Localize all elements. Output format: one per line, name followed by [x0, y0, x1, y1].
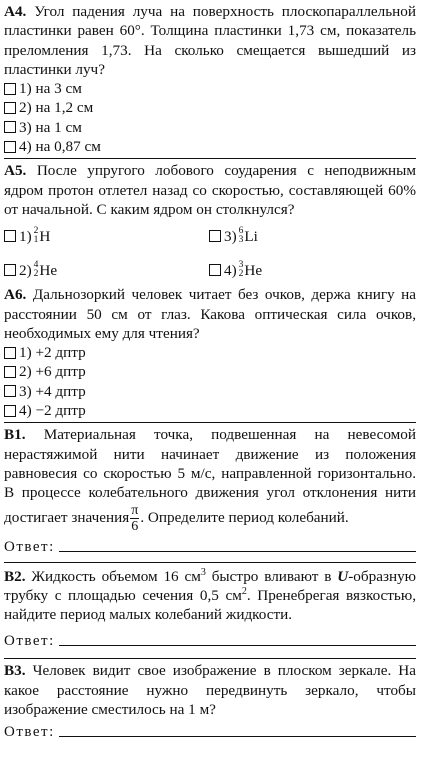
answer-input-line[interactable]: [59, 736, 416, 737]
italic-letter: U: [337, 567, 349, 585]
option-a4-3[interactable]: [4, 118, 416, 137]
question-text: Угол падения луча на поверхность плоскопараллельной пластинки равен 60°. Толщина пластинки 1,73 см, показатель преломления 1,73. На сколько смещается вышедший из пластинки луч?: [4, 3, 416, 78]
option-a5-3[interactable]: [209, 224, 414, 248]
question-text: Человек видит свое изображение в плоском зеркале. На какое расстояние нужно передвинуть зеркало, чтобы изображение сместилось на 1 м?: [4, 662, 417, 719]
nuclide: [237, 227, 258, 246]
option-number: 4): [224, 261, 237, 279]
checkbox[interactable]: [4, 347, 16, 359]
option-a4-2[interactable]: [4, 98, 416, 117]
element-symbol: He: [244, 261, 263, 279]
option-a5-2[interactable]: [4, 258, 209, 282]
checkbox[interactable]: [209, 230, 221, 242]
element-symbol: Li: [244, 227, 258, 245]
option-label: 2) на 1,2 см: [19, 99, 94, 117]
superscript: 3: [200, 566, 206, 578]
question-number: В2.: [4, 567, 26, 585]
option-number: 1): [19, 227, 32, 245]
atomic-number: 1: [33, 235, 39, 246]
checkbox[interactable]: [4, 102, 16, 114]
option-a6-2[interactable]: [4, 362, 416, 381]
divider: [4, 562, 416, 563]
checkbox[interactable]: [209, 264, 221, 276]
nuclide: [237, 261, 262, 280]
mass-number: 4: [33, 260, 39, 271]
question-number: А6.: [4, 286, 27, 304]
question-number: А4.: [4, 3, 27, 20]
checkbox[interactable]: [4, 83, 16, 95]
answer-label: Ответ:: [4, 724, 55, 741]
nuclide: [32, 227, 51, 246]
option-label: 3) +4 дптр: [19, 382, 86, 400]
superscript: 2: [241, 585, 247, 597]
divider: [4, 158, 416, 159]
option-a6-1[interactable]: [4, 343, 416, 362]
divider: [4, 658, 416, 659]
worksheet-page: [4, 2, 416, 741]
checkbox[interactable]: [4, 121, 16, 133]
checkbox[interactable]: [4, 385, 16, 397]
mass-number: 2: [33, 226, 39, 237]
element-symbol: He: [39, 261, 58, 279]
question-text: -образную трубку с площадью сечения 0,5 см: [4, 567, 417, 604]
question-number: В1.: [4, 426, 26, 444]
question-text: Дальнозоркий человек читает без очков, держа книгу на расстоянии 50 см от глаз. Какова оптическая сила очков, необходимых ему для чтения?: [4, 286, 416, 342]
question-a4: [4, 2, 416, 79]
fraction-numerator: π: [131, 502, 139, 518]
atomic-number: 2: [33, 269, 39, 280]
answer-row: [4, 719, 416, 741]
atomic-number: 2: [238, 269, 244, 280]
question-text: быстро вливают в: [205, 567, 338, 585]
option-label: 2) +6 дптр: [19, 363, 86, 381]
checkbox[interactable]: [4, 141, 16, 153]
option-label: 1) +2 дптр: [19, 344, 86, 362]
question-text-end: . Определите период колебаний.: [140, 508, 349, 526]
question-b3: [4, 661, 416, 719]
nuclide: [32, 261, 57, 280]
mass-number: 6: [238, 226, 244, 237]
question-b2: [4, 567, 416, 625]
question-a6: [4, 285, 416, 343]
fraction-denominator: 6: [131, 518, 139, 534]
option-label: 4) −2 дптр: [19, 402, 86, 420]
option-a5-1[interactable]: [4, 224, 209, 248]
question-number: В3.: [4, 662, 26, 680]
atomic-number: 3: [238, 235, 244, 246]
option-a4-4[interactable]: [4, 137, 416, 156]
option-label: 4) на 0,87 см: [19, 138, 101, 156]
option-a4-1[interactable]: [4, 79, 416, 98]
answer-label: Ответ:: [4, 633, 55, 650]
option-label: 3) на 1 см: [19, 118, 82, 136]
question-text: . Пренебрегая вязкостью, найдите период малых колебаний жидкости.: [4, 586, 416, 624]
option-a5-4[interactable]: [209, 258, 414, 282]
answer-row: [4, 534, 416, 556]
option-a6-4[interactable]: [4, 401, 416, 420]
checkbox[interactable]: [4, 366, 16, 378]
question-a5: [4, 161, 416, 219]
answer-label: Ответ:: [4, 538, 55, 555]
question-b1: [4, 425, 416, 533]
answer-row: [4, 628, 416, 650]
answer-input-line[interactable]: [59, 645, 416, 646]
options-row: [4, 258, 416, 282]
fraction: [130, 503, 139, 534]
element-symbol: H: [39, 227, 51, 245]
checkbox[interactable]: [4, 264, 16, 276]
option-number: 2): [19, 261, 32, 279]
divider: [4, 422, 416, 423]
checkbox[interactable]: [4, 405, 16, 417]
option-label: 1) на 3 см: [19, 80, 82, 98]
option-number: 3): [224, 227, 237, 245]
question-text: Материальная точка, подвешенная на невесомой нерастяжимой нити начинает движение из положения равновесия со скоростью 5 м/с, направленной горизонтально. В процессе колебательного движения угол отклонения нити достигает значения: [4, 426, 417, 526]
mass-number: 3: [238, 260, 244, 271]
answer-input-line[interactable]: [59, 551, 416, 552]
question-text: После упругого лобового соударения с неподвижным ядром протон отлетел назад со скоростью, составляющей 60% от начальной. С каким ядром он столкнулся?: [4, 162, 417, 218]
question-number: А5.: [4, 162, 27, 180]
option-a6-3[interactable]: [4, 382, 416, 401]
question-text: Жидкость объемом 16 см: [31, 567, 201, 585]
options-row: [4, 224, 416, 248]
checkbox[interactable]: [4, 230, 16, 242]
